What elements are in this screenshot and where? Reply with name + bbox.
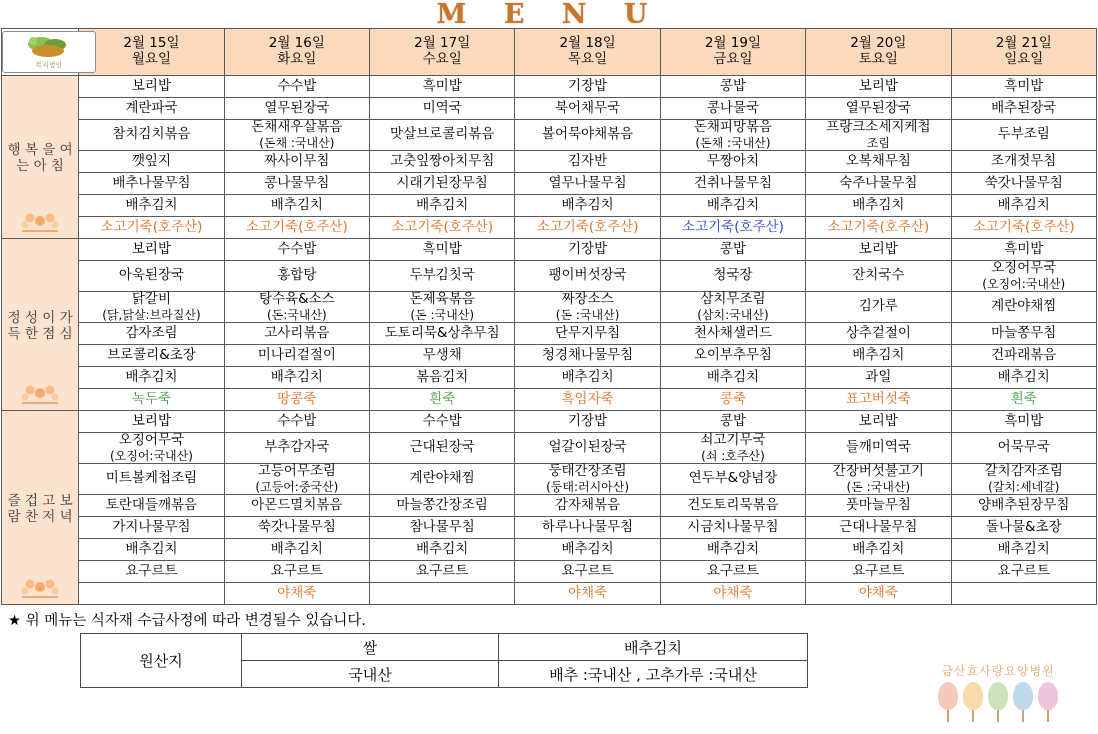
- meal2-special-d3: 흰죽: [370, 389, 515, 411]
- meal3-item-r3-d1: 미트볼케첩조림: [79, 464, 224, 495]
- meal2-item-r3-d7: 계란야채찜: [951, 292, 1096, 323]
- meal3-item-r3-d2: 고등어무조림 (고등어:중국산): [224, 464, 369, 495]
- meal3-special-d2: 야채죽: [224, 583, 369, 605]
- meal3-item-r3-d5: 연두부&양념장: [660, 464, 805, 495]
- table-row: [2, 517, 1097, 539]
- meal1-item-r3-d4: 볼어묵야채볶음: [515, 120, 660, 151]
- meal1-item-r6-d5: 배추김치: [660, 195, 805, 217]
- meal1-item-r4-d3: 고춧잎짱아치무침: [370, 151, 515, 173]
- meal3-item-r7-d6: 요구르트: [806, 561, 951, 583]
- meal2-item-r6-d2: 배추김치: [224, 367, 369, 389]
- day-header-3: 2월 17일 수요일: [370, 29, 515, 76]
- meal2-special-d5: 콩죽: [660, 389, 805, 411]
- meal1-item-r1-d6: 보리밥: [806, 76, 951, 98]
- meal1-item-r2-d1: 계란파국: [79, 98, 224, 120]
- meal2-item-r1-d2: 수수밥: [224, 239, 369, 261]
- meal1-item-r4-d2: 짜사이무침: [224, 151, 369, 173]
- meal3-item-r4-d3: 마늘쫑간장조림: [370, 495, 515, 517]
- meal3-item-r5-d3: 참나물무침: [370, 517, 515, 539]
- special-row: [2, 389, 1097, 411]
- origin-value-kimchi: 배추 :국내산 , 고추가루 :국내산: [499, 661, 808, 688]
- meal1-item-r4-d6: 오복채무침: [806, 151, 951, 173]
- meal2-item-r4-d3: 도토리묵&상추무침: [370, 323, 515, 345]
- meal2-item-r4-d5: 천사채샐러드: [660, 323, 805, 345]
- meal1-item-r4-d1: 깻잎지: [79, 151, 224, 173]
- meal2-item-r4-d1: 감자조림: [79, 323, 224, 345]
- note-row: [0, 606, 1098, 632]
- meal3-item-r1-d5: 콩밥: [660, 411, 805, 433]
- meal2-item-r3-d2: 탕수육&소스 (돈:국내산): [224, 292, 369, 323]
- table-row: [2, 239, 1097, 261]
- meal2-item-r1-d5: 콩밥: [660, 239, 805, 261]
- meal2-item-r1-d1: 보리밥: [79, 239, 224, 261]
- meal3-special-d6: 야채죽: [806, 583, 951, 605]
- origin-header-rice: 쌀: [242, 634, 499, 661]
- meal3-item-r4-d5: 건도토리묵볶음: [660, 495, 805, 517]
- meal2-item-r5-d4: 청경채나물무침: [515, 345, 660, 367]
- meal2-item-r5-d1: 브로콜리&초장: [79, 345, 224, 367]
- meal-label-3: 즐 겁 고 보 람 찬 저 녁: [2, 411, 79, 605]
- meal3-item-r4-d6: 풋마늘무침: [806, 495, 951, 517]
- meal1-item-r2-d2: 열무된장국: [224, 98, 369, 120]
- meal1-item-r6-d2: 배추김치: [224, 195, 369, 217]
- meal2-special-d4: 흑임자죽: [515, 389, 660, 411]
- meal1-item-r1-d3: 흑미밥: [370, 76, 515, 98]
- meal3-item-r3-d7: 갈치감자조림 (갈치:세네갈): [951, 464, 1096, 495]
- meal1-item-r1-d2: 수수밥: [224, 76, 369, 98]
- meal2-item-r2-d7: 오징어무국 (오징어:국내산): [951, 261, 1096, 292]
- meal2-item-r5-d5: 오이부추무침: [660, 345, 805, 367]
- meal1-item-r5-d4: 열무나물무침: [515, 173, 660, 195]
- meal3-item-r7-d5: 요구르트: [660, 561, 805, 583]
- meal2-item-r5-d7: 건파래볶음: [951, 345, 1096, 367]
- meal2-item-r6-d5: 배추김치: [660, 367, 805, 389]
- meal3-item-r7-d7: 요구르트: [951, 561, 1096, 583]
- meal1-item-r6-d7: 배추김치: [951, 195, 1096, 217]
- meal3-special-d4: 야채죽: [515, 583, 660, 605]
- meal1-item-r3-d5: 돈채피망볶음 (돈채 :국내산): [660, 120, 805, 151]
- meal3-item-r4-d2: 아몬드멸치볶음: [224, 495, 369, 517]
- meal2-item-r1-d3: 흑미밥: [370, 239, 515, 261]
- meal3-item-r5-d1: 가지나물무침: [79, 517, 224, 539]
- meal3-item-r3-d3: 계란야채찜: [370, 464, 515, 495]
- meal2-item-r3-d5: 삼치무조림 (삼치:국내산): [660, 292, 805, 323]
- meal1-item-r1-d7: 흑미밥: [951, 76, 1096, 98]
- day-header-6: 2월 20일 토요일: [806, 29, 951, 76]
- meal1-item-r3-d1: 참치김치볶음: [79, 120, 224, 151]
- meal3-item-r5-d5: 시금치나물무침: [660, 517, 805, 539]
- meal3-item-r2-d1: 오징어무국 (오징어:국내산): [79, 433, 224, 464]
- day-header-2: 2월 16일 화요일: [224, 29, 369, 76]
- table-row: [2, 345, 1097, 367]
- day-header-1: 2월 15일 월요일: [79, 29, 224, 76]
- meal3-item-r2-d6: 들깨미역국: [806, 433, 951, 464]
- meal2-item-r6-d6: 과일: [806, 367, 951, 389]
- meal3-item-r1-d3: 수수밥: [370, 411, 515, 433]
- table-row: [2, 367, 1097, 389]
- day-header-5: 2월 19일 금요일: [660, 29, 805, 76]
- page-title: M E N U: [436, 0, 662, 30]
- meal1-item-r2-d4: 북어채무국: [515, 98, 660, 120]
- meal2-special-d7: 흰죽: [951, 389, 1096, 411]
- meal3-item-r1-d4: 기장밥: [515, 411, 660, 433]
- meal1-item-r6-d6: 배추김치: [806, 195, 951, 217]
- meal2-item-r2-d2: 홍합탕: [224, 261, 369, 292]
- menu-table: [1, 28, 1097, 605]
- meal3-item-r2-d3: 근대된장국: [370, 433, 515, 464]
- meal2-item-r5-d2: 미나리겉절이: [224, 345, 369, 367]
- meal3-item-r4-d1: 토란대들깨볶음: [79, 495, 224, 517]
- table-row: [2, 411, 1097, 433]
- meal1-item-r5-d2: 콩나물무침: [224, 173, 369, 195]
- meal1-item-r3-d6: 프랑크소세지케첩 조림: [806, 120, 951, 151]
- meal3-item-r4-d4: 감자채볶음: [515, 495, 660, 517]
- table-row: [2, 495, 1097, 517]
- meal1-item-r3-d3: 맛살브로콜리볶음: [370, 120, 515, 151]
- meal2-item-r1-d7: 흑미밥: [951, 239, 1096, 261]
- meal3-item-r1-d7: 흑미밥: [951, 411, 1096, 433]
- meal2-item-r1-d4: 기장밥: [515, 239, 660, 261]
- meal2-item-r2-d1: 아욱된장국: [79, 261, 224, 292]
- meal1-item-r4-d7: 조개젓무침: [951, 151, 1096, 173]
- menu-change-note: ★ 위 메뉴는 식자재 수급사정에 따라 변경될수 있습니다.: [8, 612, 367, 629]
- meal3-item-r6-d1: 배추김치: [79, 539, 224, 561]
- meal1-item-r4-d5: 무짱아치: [660, 151, 805, 173]
- meal1-item-r1-d5: 콩밥: [660, 76, 805, 98]
- special-row: [2, 217, 1097, 239]
- meal2-item-r2-d4: 팽이버섯장국: [515, 261, 660, 292]
- meal3-item-r5-d2: 쑥갓나물무침: [224, 517, 369, 539]
- origin-value-rice: 국내산: [242, 661, 499, 688]
- meal1-item-r3-d7: 두부조림: [951, 120, 1096, 151]
- table-row: [2, 464, 1097, 495]
- table-row: [2, 120, 1097, 151]
- title-row: [0, 0, 1098, 28]
- meal3-item-r6-d5: 배추김치: [660, 539, 805, 561]
- table-row: [2, 195, 1097, 217]
- meal3-item-r1-d6: 보리밥: [806, 411, 951, 433]
- meal3-special-d1: [79, 583, 224, 605]
- meal1-special-d3: 소고기죽(호주산): [370, 217, 515, 239]
- meal2-item-r4-d2: 고사리볶음: [224, 323, 369, 345]
- meal2-item-r4-d6: 상추겉절이: [806, 323, 951, 345]
- meal3-item-r4-d7: 양배추된장무침: [951, 495, 1096, 517]
- meal1-special-d6: 소고기죽(호주산): [806, 217, 951, 239]
- table-row: [2, 76, 1097, 98]
- meal3-item-r6-d6: 배추김치: [806, 539, 951, 561]
- meal2-item-r2-d3: 두부김칫국: [370, 261, 515, 292]
- meal1-item-r1-d1: 보리밥: [79, 76, 224, 98]
- meal2-item-r6-d7: 배추김치: [951, 367, 1096, 389]
- meal3-item-r7-d3: 요구르트: [370, 561, 515, 583]
- meal2-item-r6-d3: 볶음김치: [370, 367, 515, 389]
- meal3-item-r3-d4: 둥태간장조림 (둥태:러시아산): [515, 464, 660, 495]
- meal2-item-r6-d1: 배추김치: [79, 367, 224, 389]
- meal2-item-r4-d7: 마늘쫑무침: [951, 323, 1096, 345]
- org-logo: 복지법인: [2, 29, 79, 76]
- meal1-item-r5-d7: 쑥갓나물무침: [951, 173, 1096, 195]
- hospital-trees-icon: [908, 682, 1088, 710]
- origin-header-kimchi: 배추김치: [499, 634, 808, 661]
- meal1-special-d7: 소고기죽(호주산): [951, 217, 1096, 239]
- meal1-special-d2: 소고기죽(호주산): [224, 217, 369, 239]
- meal3-item-r5-d4: 하루나나물무침: [515, 517, 660, 539]
- meal3-item-r2-d4: 얼갈이된장국: [515, 433, 660, 464]
- meal3-item-r6-d2: 배추김치: [224, 539, 369, 561]
- meal2-item-r1-d6: 보리밥: [806, 239, 951, 261]
- meal2-item-r2-d5: 청국장: [660, 261, 805, 292]
- meal1-item-r6-d1: 배추김치: [79, 195, 224, 217]
- meal1-item-r1-d4: 기장밥: [515, 76, 660, 98]
- meal1-item-r5-d6: 숙주나물무침: [806, 173, 951, 195]
- day-header-7: 2월 21일 일요일: [951, 29, 1096, 76]
- meal2-special-d2: 땅콩죽: [224, 389, 369, 411]
- meal1-item-r2-d5: 콩나물국: [660, 98, 805, 120]
- meal3-item-r5-d7: 돌나물&초장: [951, 517, 1096, 539]
- meal1-special-d5: 소고기죽(호주산): [660, 217, 805, 239]
- meal3-item-r2-d2: 부추감자국: [224, 433, 369, 464]
- hospital-logo: [908, 662, 1088, 728]
- meal3-item-r1-d2: 수수밥: [224, 411, 369, 433]
- meal1-item-r2-d3: 미역국: [370, 98, 515, 120]
- meal2-item-r6-d4: 배추김치: [515, 367, 660, 389]
- meal2-item-r2-d6: 잔치국수: [806, 261, 951, 292]
- meal-label-2: 정 성 이 가 득 한 점 심: [2, 239, 79, 411]
- meal1-item-r6-d4: 배추김치: [515, 195, 660, 217]
- meal3-special-d7: [951, 583, 1096, 605]
- meal3-item-r7-d4: 요구르트: [515, 561, 660, 583]
- meal3-item-r2-d7: 어묵무국: [951, 433, 1096, 464]
- meal3-item-r7-d1: 요구르트: [79, 561, 224, 583]
- meal2-item-r5-d3: 무생채: [370, 345, 515, 367]
- origin-label: 원산지: [81, 634, 242, 688]
- meal1-item-r2-d6: 열무된장국: [806, 98, 951, 120]
- hospital-trunks-icon: [908, 710, 1088, 722]
- meal3-item-r6-d7: 배추김치: [951, 539, 1096, 561]
- table-row: [2, 261, 1097, 292]
- meal1-item-r5-d5: 건취나물무침: [660, 173, 805, 195]
- meal1-item-r2-d7: 배추된장국: [951, 98, 1096, 120]
- table-row: [2, 292, 1097, 323]
- table-row: [2, 173, 1097, 195]
- table-row: [2, 323, 1097, 345]
- table-row: [2, 98, 1097, 120]
- meal1-item-r5-d1: 배추나물무침: [79, 173, 224, 195]
- day-header-4: 2월 18일 목요일: [515, 29, 660, 76]
- meal2-special-d1: 녹두죽: [79, 389, 224, 411]
- special-row: [2, 583, 1097, 605]
- meal1-item-r5-d3: 시래기된장무침: [370, 173, 515, 195]
- meal1-item-r6-d3: 배추김치: [370, 195, 515, 217]
- meal-label-1: 행 복 을 여 는 아 침: [2, 76, 79, 239]
- meal3-item-r3-d6: 간장버섯불고기 (돈 :국내산): [806, 464, 951, 495]
- table-row: [2, 433, 1097, 464]
- meal3-item-r5-d6: 근대나물무침: [806, 517, 951, 539]
- meal1-item-r4-d4: 김자반: [515, 151, 660, 173]
- table-row: [2, 151, 1097, 173]
- table-row: [2, 561, 1097, 583]
- meal1-special-d1: 소고기죽(호주산): [79, 217, 224, 239]
- meal2-item-r5-d6: 배추김치: [806, 345, 951, 367]
- meal2-special-d6: 표고버섯죽: [806, 389, 951, 411]
- meal2-item-r4-d4: 단무지무침: [515, 323, 660, 345]
- meal3-special-d3: [370, 583, 515, 605]
- meal1-item-r3-d2: 돈채새우살볶음 (돈채 :국내산): [224, 120, 369, 151]
- meal2-item-r3-d6: 김가루: [806, 292, 951, 323]
- meal3-item-r6-d4: 배추김치: [515, 539, 660, 561]
- meal3-special-d5: 야채죽: [660, 583, 805, 605]
- meal1-special-d4: 소고기죽(호주산): [515, 217, 660, 239]
- meal2-item-r3-d4: 짜장소스 (돈 :국내산): [515, 292, 660, 323]
- meal2-item-r3-d1: 닭갈비 (닭,닭살:브라질산): [79, 292, 224, 323]
- meal3-item-r2-d5: 쇠고기무국 (쇠 :호주산): [660, 433, 805, 464]
- origin-table: [80, 633, 808, 688]
- meal3-item-r7-d2: 요구르트: [224, 561, 369, 583]
- table-row: [2, 539, 1097, 561]
- meal3-item-r6-d3: 배추김치: [370, 539, 515, 561]
- meal3-item-r1-d1: 보리밥: [79, 411, 224, 433]
- meal2-item-r3-d3: 돈제육볶음 (돈 :국내산): [370, 292, 515, 323]
- hospital-name: 금산효사랑요양병원: [941, 664, 1055, 678]
